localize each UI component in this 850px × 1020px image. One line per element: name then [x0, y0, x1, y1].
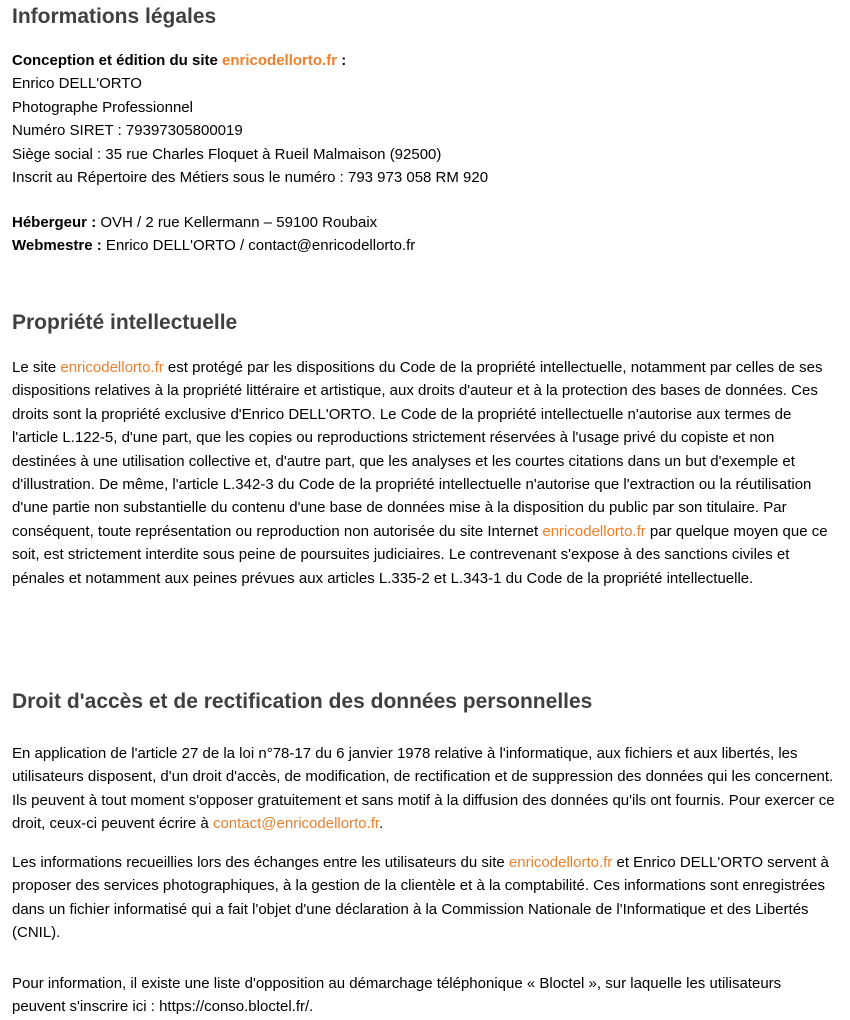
ip-site-link-1[interactable]: enricodellorto.fr [60, 359, 164, 376]
rights-p2-text-2: et Enrico DELL'ORTO servent à proposer des services photographiques, à la gestion de la clientèle et à la comptabilité. Ces informations sont enregistrées dans un fichier informatisé qui a fait l'objet d'une déclaration à la Commission Nationale de l'Informatique et des Libertés (CNIL). [12, 854, 829, 942]
data-rights-paragraph-2 [12, 851, 838, 945]
design-label: Conception et édition du site [12, 52, 218, 69]
host-label: Hébergeur : [12, 214, 97, 231]
host-line [12, 211, 838, 234]
ip-text-3: par quelque moyen que ce soit, est strictement interdite sous peine de poursuites judiciaires. Le contrevenant s'expose à des sanctions civiles et pénales et notamment aux peines prévues aux articles L.335-2 et L.343-1 du Code de la propriété intellectuelle. [12, 522, 828, 587]
intellectual-property-text [12, 356, 838, 590]
ip-text-1: Le site [12, 359, 61, 376]
legal-info-heading: Informations légales [12, 5, 217, 28]
data-rights-heading: Droit d'accès et de rectification des données personnelles [12, 690, 593, 713]
ip-text-2: est protégé par les dispositions du Code de la propriété intellectuelle, notamment par celles de ses dispositions relatives à la propriété littéraire et artistique, aux droits d'auteur et à la protection des bases de données. Ces droits sont la propriété exclusive d'Enrico DELL'ORTO. Le Code de la propriété intellectuelle n'autorise aux termes de l'article L.122-5, d'une part, que les copies ou reproductions strictement réservées à l'usage privé du copiste et non destinées à une utilisation collective et, d'autre part, que les analyses et les courtes citations dans un but d'exemple et d'illustration. De même, l'article L.342-3 du Code de la propriété intellectuelle n'autorise que l'extraction ou la réutilisation d'une partie non substantielle du contenu d'une base de données mise à la disposition du public par son titulaire. Par conséquent, toute représentation ou reproduction non autorisée du site Internet [12, 359, 823, 540]
intellectual-property-heading: Propriété intellectuelle [12, 311, 238, 334]
host-value: OVH / 2 rue Kellermann – 59100 Roubaix [96, 214, 378, 231]
publisher-info [12, 49, 838, 189]
bloctel-paragraph: Pour information, il existe une liste d'opposition au démarchage téléphonique « Bloctel », sur laquelle les utilisateurs peuvent s'inscrire ici : https://conso.bloctel.fr/. [12, 975, 782, 1016]
data-rights-paragraph-1 [12, 742, 838, 836]
ip-site-link-2[interactable]: enricodellorto.fr [542, 522, 646, 540]
rights-p2-text-1: Les informations recueillies lors des échanges entre les utilisateurs du site [12, 854, 509, 871]
rights-site-link[interactable]: enricodellorto.fr [508, 854, 613, 871]
webmaster-label: Webmestre : [12, 237, 102, 255]
siret-number: Numéro SIRET : 79397305800019 [12, 122, 243, 140]
publisher-profession: Photographe Professionnel [12, 98, 193, 116]
contact-email-link[interactable]: contact@enricodellorto.fr [212, 815, 380, 833]
hosting-info [12, 211, 838, 258]
registered-office: Siège social : 35 rue Charles Floquet à Rueil Malmaison (92500) [12, 145, 442, 163]
webmaster-value: Enrico DELL'ORTO / contact@enricodellorto.fr [101, 237, 416, 255]
design-line [12, 49, 838, 72]
design-colon: : [337, 52, 347, 69]
webmaster-line [12, 234, 838, 257]
trade-register: Inscrit au Répertoire des Métiers sous le numéro : 793 973 058 RM 920 [12, 169, 489, 187]
rights-p1-text: En application de l'article 27 de la loi n°78-17 du 6 janvier 1978 relative à l'informatique, aux fichiers et aux libertés, les utilisateurs disposent, d'un droit d'accès, de modification, de rectification et de suppression des données qui les concernent. Ils peuvent à tout moment s'opposer gratuitement et sans motif à la diffusion des données qu'ils ont fournis. Pour exercer ce droit, ceux-ci peuvent écrire à [12, 745, 835, 833]
rights-p1-end: . [379, 815, 384, 833]
site-link[interactable]: enricodellorto.fr [222, 52, 338, 69]
publisher-name: Enrico DELL'ORTO [12, 75, 142, 93]
